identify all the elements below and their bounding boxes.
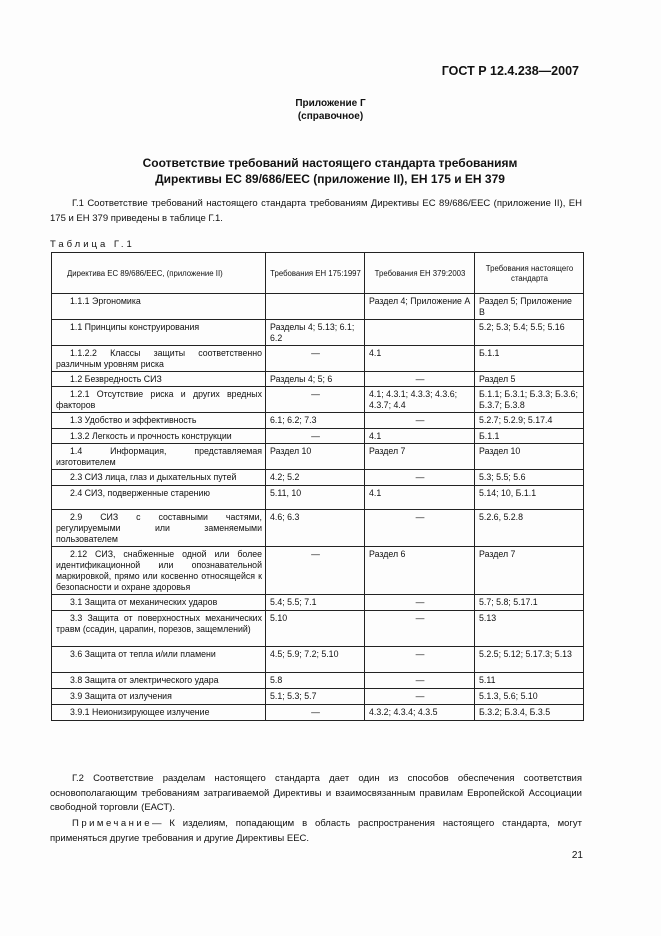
cell-en175: — — [266, 429, 365, 444]
cell-en379: — — [365, 673, 475, 689]
table-row — [52, 470, 584, 486]
note-label: Примечание — [72, 818, 152, 829]
section-title-line-1: Соответствие требований настоящего стандарта требованиям — [142, 156, 518, 170]
cell-directive: 1.3 Удобство и эффективность — [52, 413, 266, 429]
cell-directive: 2.12 СИЗ, снабженные одной или более идентификационной или опознавательной маркировкой, прямо или косвенно относящейся к безопасности и охране здоровья — [52, 547, 266, 595]
header-en379: Требования ЕН 379:2003 — [365, 253, 475, 294]
cell-en175: — — [266, 387, 365, 413]
cell-directive: 1.2 Безвредность СИЗ — [52, 372, 266, 387]
cell-en379: — — [365, 689, 475, 705]
cell-directive: 2.9 СИЗ с составными частями, регулируемыми или заменяемыми пользователем — [52, 510, 266, 547]
table-row — [52, 413, 584, 429]
requirements-table — [51, 252, 584, 721]
cell-standard: 5.11 — [475, 673, 584, 689]
table-row — [52, 320, 584, 346]
cell-directive: 1.4 Информация, представляемая изготовителем — [52, 444, 266, 470]
cell-en379: Раздел 7 — [365, 444, 475, 470]
cell-standard: 5.14; 10, Б.1.1 — [475, 486, 584, 510]
cell-en175: 5.11, 10 — [266, 486, 365, 510]
cell-en379: 4.3.2; 4.3.4; 4.3.5 — [365, 705, 475, 721]
table-row — [52, 486, 584, 510]
cell-en175: 6.1; 6.2; 7.3 — [266, 413, 365, 429]
table-row — [52, 372, 584, 387]
cell-en175: 4.2; 5.2 — [266, 470, 365, 486]
table-header-row — [52, 253, 584, 294]
cell-standard: Б.1.1; Б.3.1; Б.3.3; Б.3.6; Б.3.7; Б.3.8 — [475, 387, 584, 413]
table-body — [52, 294, 584, 721]
cell-standard: 5.1.3, 5.6; 5.10 — [475, 689, 584, 705]
cell-en175: 5.10 — [266, 611, 365, 647]
cell-directive: 1.2.1 Отсутствие риска и других вредных факторов — [52, 387, 266, 413]
table-row — [52, 705, 584, 721]
cell-en175: Разделы 4; 5.13; 6.1; 6.2 — [266, 320, 365, 346]
table-row — [52, 647, 584, 673]
page-number: 21 — [571, 850, 583, 861]
cell-en175: Раздел 10 — [266, 444, 365, 470]
cell-standard: Раздел 7 — [475, 547, 584, 595]
cell-en379: 4.1 — [365, 486, 475, 510]
table-row — [52, 611, 584, 647]
cell-standard: 5.3; 5.5; 5.6 — [475, 470, 584, 486]
table-row — [52, 547, 584, 595]
cell-directive: 2.3 СИЗ лица, глаз и дыхательных путей — [52, 470, 266, 486]
table-row — [52, 673, 584, 689]
cell-en175: 4.6; 6.3 — [266, 510, 365, 547]
table-row — [52, 387, 584, 413]
cell-directive: 1.1.1 Эргономика — [52, 294, 266, 320]
cell-standard: 5.2; 5.3; 5.4; 5.5; 5.16 — [475, 320, 584, 346]
document-code: ГОСТ Р 12.4.238—2007 — [441, 64, 579, 78]
table-row — [52, 346, 584, 372]
cell-en175: 5.8 — [266, 673, 365, 689]
section-title — [60, 155, 600, 187]
cell-directive: 3.1 Защита от механических ударов — [52, 595, 266, 611]
header-en175: Требования ЕН 175:1997 — [266, 253, 365, 294]
cell-standard: 5.2.5; 5.12; 5.17.3; 5.13 — [475, 647, 584, 673]
cell-en379: Раздел 4; Приложение А — [365, 294, 475, 320]
cell-en379: 4.1; 4.3.1; 4.3.3; 4.3.6; 4.3.7; 4.4 — [365, 387, 475, 413]
cell-directive: 3.6 Защита от тепла и/или пламени — [52, 647, 266, 673]
cell-directive: 3.8 Защита от электрического удара — [52, 673, 266, 689]
cell-en379: — — [365, 413, 475, 429]
cell-en175 — [266, 294, 365, 320]
cell-en175: 4.5; 5.9; 7.2; 5.10 — [266, 647, 365, 673]
cell-en175: Разделы 4; 5; 6 — [266, 372, 365, 387]
cell-en379: — — [365, 647, 475, 673]
cell-standard: Раздел 5; Приложение В — [475, 294, 584, 320]
table-row — [52, 294, 584, 320]
cell-en175: 5.4; 5.5; 7.1 — [266, 595, 365, 611]
header-standard: Требования настоящего стандарта — [475, 253, 584, 294]
cell-standard: 5.7; 5.8; 5.17.1 — [475, 595, 584, 611]
cell-en379: Раздел 6 — [365, 547, 475, 595]
cell-en175: — — [266, 705, 365, 721]
table-row — [52, 444, 584, 470]
cell-directive: 3.3 Защита от поверхностных механических травм (ссадин, царапин, порезов, защемлений) — [52, 611, 266, 647]
section-title-line-2: Директивы ЕС 89/686/ЕЕС (приложение II), ЕН 175 и ЕН 379 — [155, 172, 505, 186]
cell-en175: — — [266, 547, 365, 595]
cell-standard: Б.1.1 — [475, 429, 584, 444]
cell-en379: 4.1 — [365, 346, 475, 372]
cell-en379: — — [365, 611, 475, 647]
cell-directive: 1.1 Принципы конструирования — [52, 320, 266, 346]
cell-en379: — — [365, 595, 475, 611]
appendix-title: Приложение Г — [295, 98, 366, 109]
note-text: — К изделиям, попадающим в область распространения настоящего стандарта, могут применяться другие требования и другие Директивы ЕЕС. — [50, 818, 582, 844]
paragraph-g1: Г.1 Соответствие требований настоящего стандарта требованиям Директивы ЕС 89/686/ЕЕС (приложение II), ЕН 175 и ЕН 379 приведены в таблице Г.1. — [50, 198, 582, 224]
cell-standard: Раздел 5 — [475, 372, 584, 387]
cell-en175: 5.1; 5.3; 5.7 — [266, 689, 365, 705]
cell-directive: 1.1.2.2 Классы защиты соответственно различным уровням риска — [52, 346, 266, 372]
appendix-subtitle: (справочное) — [297, 111, 364, 122]
cell-standard: Б.1.1 — [475, 346, 584, 372]
header-directive: Директива ЕС 89/686/ЕЕС, (приложение II) — [52, 253, 266, 294]
cell-en379: — — [365, 510, 475, 547]
cell-standard: Б.3.2; Б.3.4, Б.3.5 — [475, 705, 584, 721]
cell-standard: Раздел 10 — [475, 444, 584, 470]
paragraph-g2: Г.2 Соответствие разделам настоящего стандарта дает один из способов обеспечения соответствия основополагающим требованиям затрагиваемой Директивы и взаимосвязанным правилам Европейской Ассоциации свободной торговли (ЕАСТ). — [50, 773, 582, 813]
cell-standard: 5.2.7; 5.2.9; 5.17.4 — [475, 413, 584, 429]
table-row — [52, 595, 584, 611]
cell-directive: 2.4 СИЗ, подверженные старению — [52, 486, 266, 510]
cell-directive: 1.3.2 Легкость и прочность конструкции — [52, 429, 266, 444]
cell-directive: 3.9 Защита от излучения — [52, 689, 266, 705]
cell-directive: 3.9.1 Неионизирующее излучение — [52, 705, 266, 721]
cell-en379: — — [365, 372, 475, 387]
table-row — [52, 689, 584, 705]
cell-en379: — — [365, 470, 475, 486]
note — [50, 817, 582, 846]
table-row — [52, 429, 584, 444]
cell-standard: 5.2.6, 5.2.8 — [475, 510, 584, 547]
table-row — [52, 510, 584, 547]
appendix-heading — [0, 97, 661, 123]
cell-en175: — — [266, 346, 365, 372]
cell-en379 — [365, 320, 475, 346]
cell-en379: 4.1 — [365, 429, 475, 444]
table-label: Таблица Г.1 — [50, 239, 135, 250]
cell-standard: 5.13 — [475, 611, 584, 647]
